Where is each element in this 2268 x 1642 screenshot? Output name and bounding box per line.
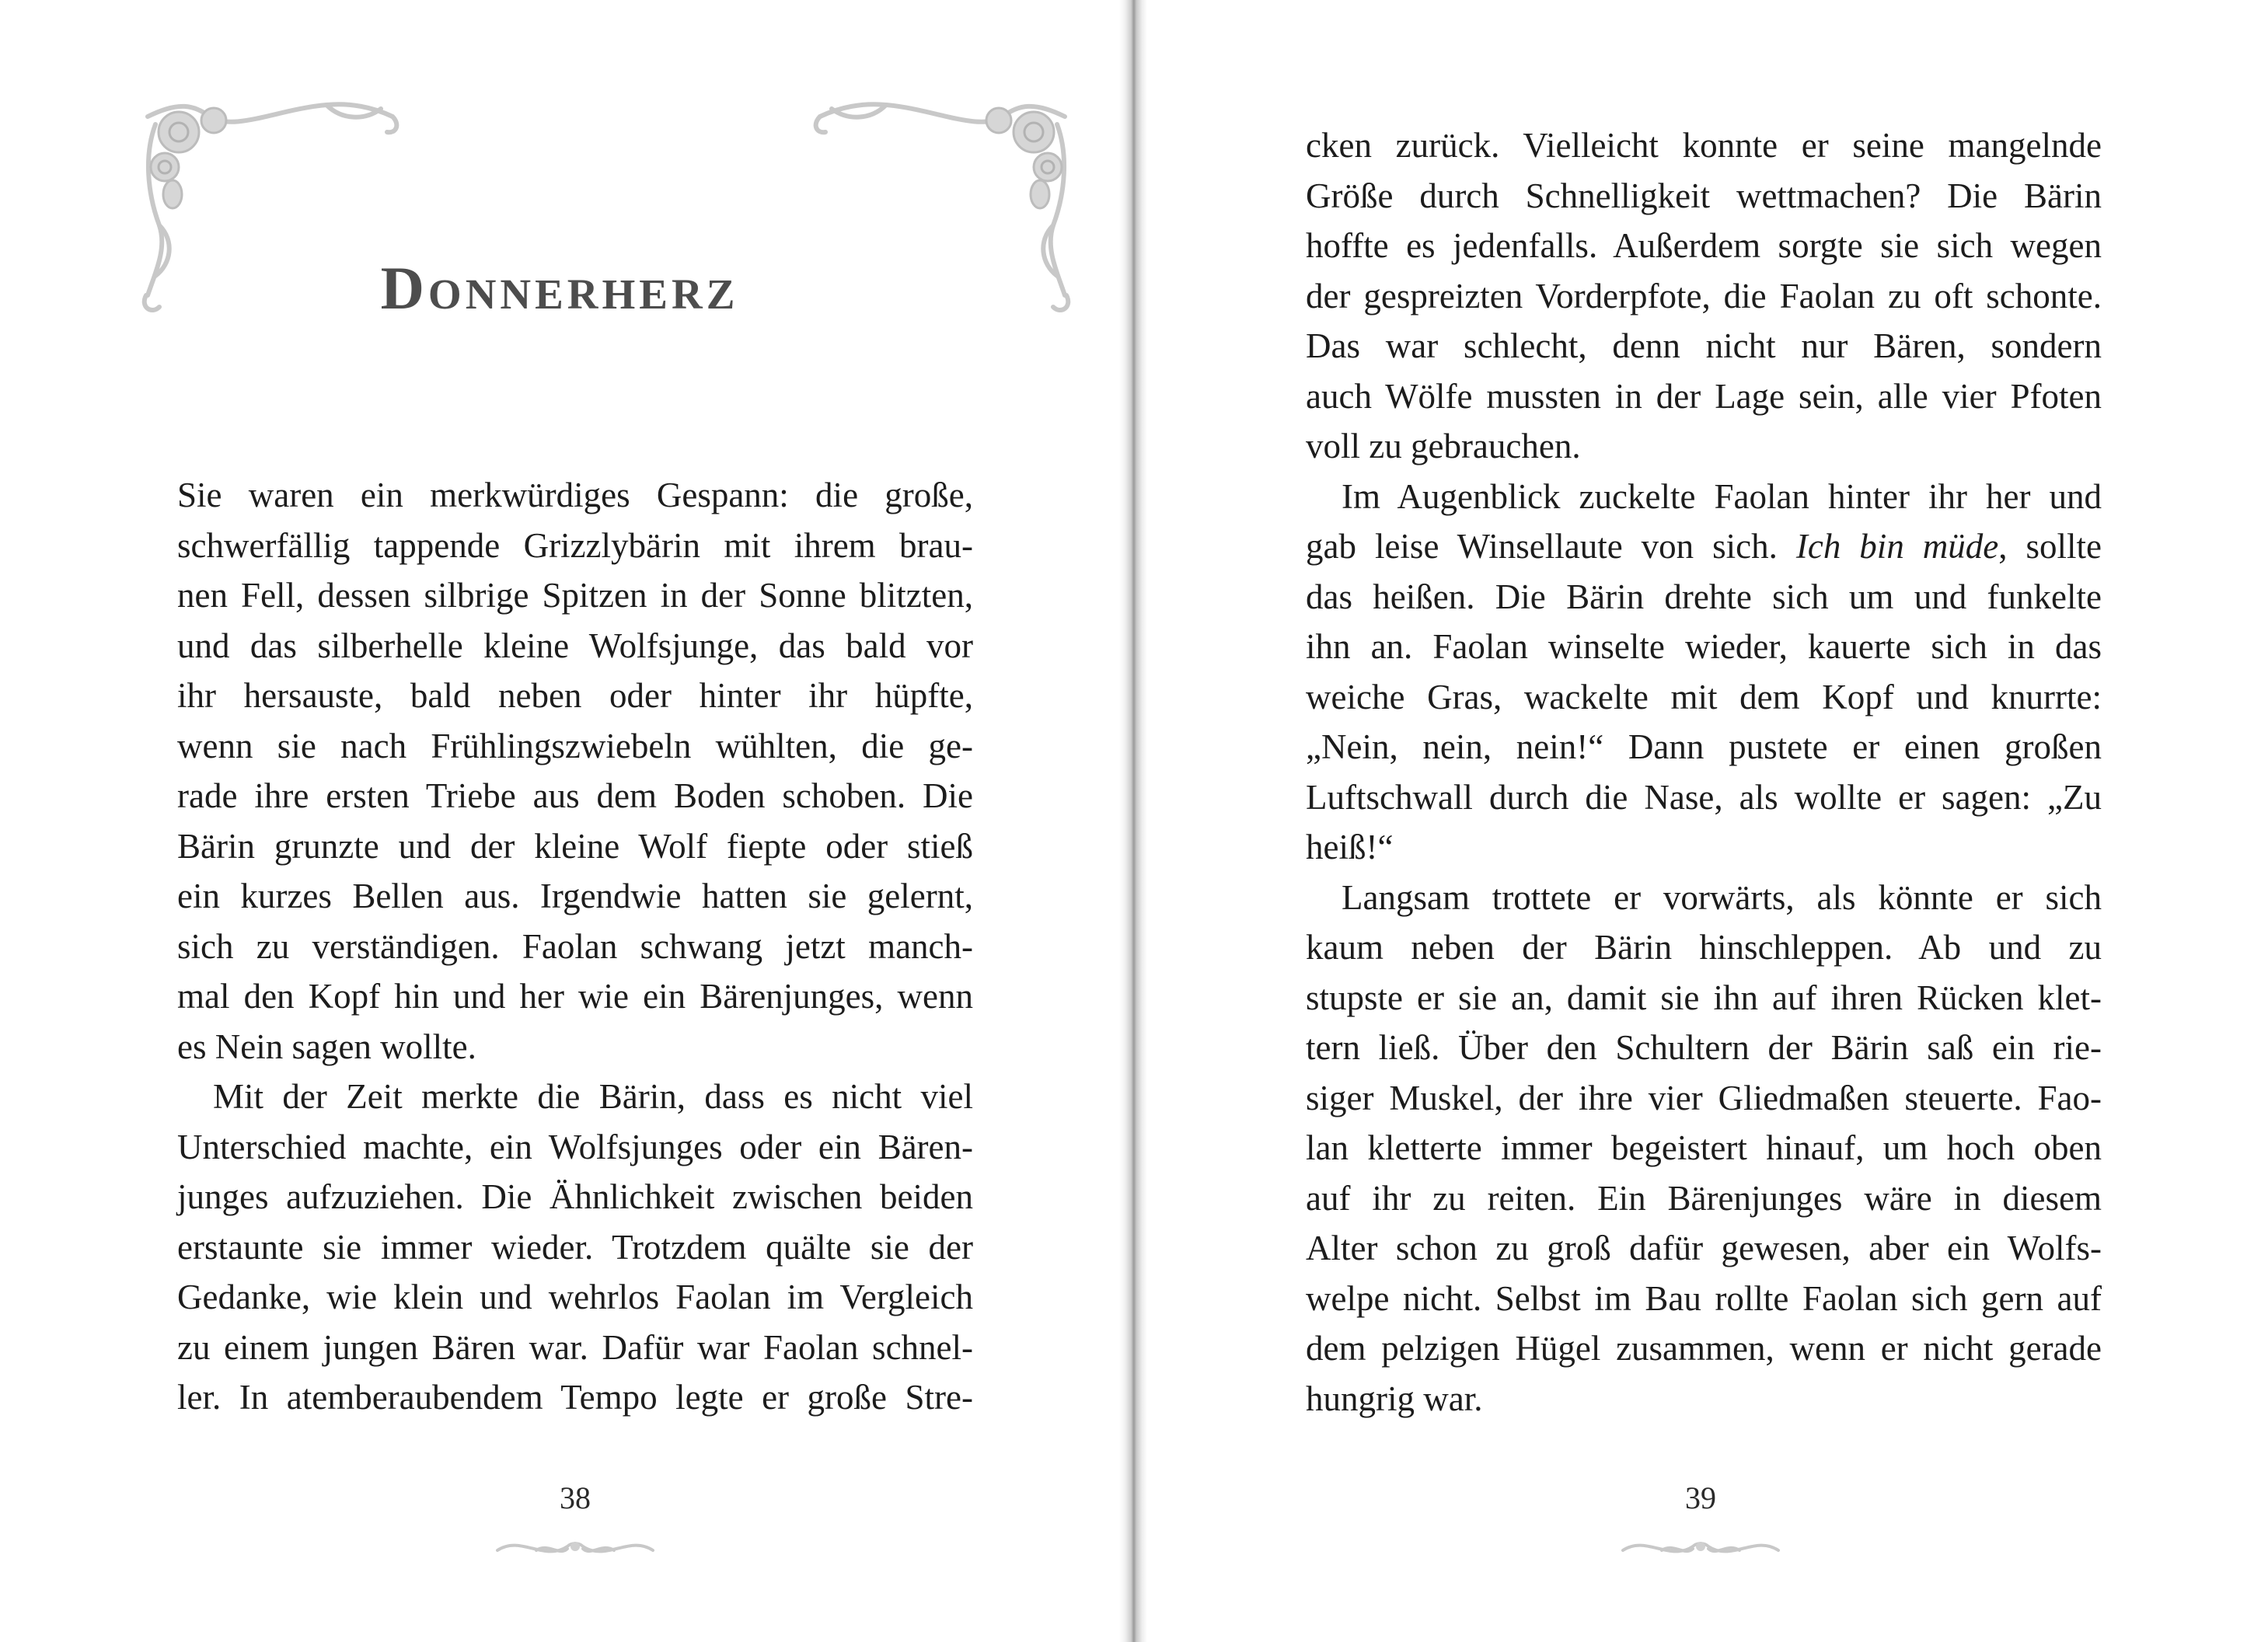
text-line: schwerfällig tappende Grizzlybärin mit ihrem brau- [177,525,973,565]
text-line: ihn an. Faolan winselte wieder, kauerte sich in das [1306,627,2102,666]
text-line: lan kletterte immer begeistert hinauf, um hoch oben [1306,1128,2102,1167]
text-line: es Nein sagen wollte. [177,1027,476,1066]
text-line: siger Muskel, der ihre vier Gliedmaßen steuerte. Fao- [1306,1078,2102,1117]
text-line: Luftschwall durch die Nase, als wollte er sagen: „Zu [1306,777,2102,817]
text-line: weiche Gras, wackelte mit dem Kopf und knurrte: [1306,677,2102,716]
page-number: 39 [1685,1480,1716,1515]
right-page-body-text [1306,120,2102,1424]
book-spine-gutter [1119,0,1147,1642]
text-line: rade ihre ersten Triebe aus dem Boden schoben. Die [177,776,973,815]
italic-text-segment: Ich bin müde [1795,527,1999,566]
text-line: nen Fell, dessen silbrige Spitzen in der Sonne blitzten, [177,576,973,615]
text-line [1306,521,2102,572]
text-line: Mit der Zeit merkte die Bärin, dass es nicht viel [213,1077,973,1116]
text-line: Das war schlecht, denn nicht nur Bären, sondern [1306,326,2102,365]
text-line: mal den Kopf hin und her wie ein Bärenjunges, wenn [177,977,973,1016]
text-line: das heißen. Die Bärin drehte sich um und funkelte [1306,577,2102,616]
text-line: kaum neben der Bärin hinschleppen. Ab und zu [1306,928,2102,967]
text-line: und das silberhelle kleine Wolfsjunge, das bald vor [177,626,973,665]
text-line: tern ließ. Über den Schultern der Bärin saß ein rie- [1306,1028,2102,1067]
text-line: welpe nicht. Selbst im Bau rollte Faolan sich gern auf [1306,1278,2102,1318]
text-line: hungrig war. [1306,1379,1483,1418]
left-page [0,0,1119,1642]
text-line: erstaunte sie immer wieder. Trotzdem quälte sie der [177,1227,973,1267]
text-line: hoffte es jedenfalls. Außerdem sorgte sie sich wegen [1306,226,2102,265]
text-line: Bärin grunzte und der kleine Wolf fiepte oder stieß [177,826,973,866]
text-line: Im Augenblick zuckelte Faolan hinter ihr her und [1342,476,2102,516]
text-segment: , sollte [1998,527,2102,566]
text-line: dem pelzigen Hügel zusammen, wenn er nicht gerade [1306,1329,2102,1368]
text-line: Alter schon zu groß dafür gewesen, aber ein Wolfs- [1306,1229,2102,1267]
floral-footer-ornament-icon [490,1527,661,1566]
text-line: cken zurück. Vielleicht konnte er seine mangelnde [1306,126,2102,165]
text-line: Langsam trottete er vorwärts, als könnte er sich [1342,877,2102,917]
text-line: ein kurzes Bellen aus. Irgendwie hatten sie gelernt, [177,877,973,915]
text-line: zu einem jungen Bären war. Dafür war Faolan schnel- [177,1327,973,1367]
text-line: Gedanke, wie klein und wehrlos Faolan im Vergleich [177,1278,973,1316]
page-number: 38 [560,1480,591,1515]
text-line: der gespreizten Vorderpfote, die Faolan zu oft schonte. [1306,276,2102,316]
text-line: sich zu verständigen. Faolan schwang jetzt manch- [177,926,973,966]
text-line: heiß!“ [1306,828,1394,866]
text-line: auf ihr zu reiten. Ein Bärenjunges wäre in diesem [1306,1178,2102,1218]
text-line: auch Wölfe mussten in der Lage sein, alle vier Pfoten [1306,376,2102,416]
text-line: voll zu gebrauchen. [1306,427,1581,465]
text-line: wenn sie nach Frühlingszwiebeln wühlten, die ge- [177,726,973,765]
text-segment: gab leise Winsellaute von sich. [1306,527,1796,566]
text-line: Sie waren ein merkwürdiges Gespann: die große, [177,476,973,514]
floral-footer-ornament-icon [1615,1527,1786,1566]
text-line: „Nein, nein, nein!“ Dann pustete er einen großen [1306,727,2102,766]
text-line: ihr hersauste, bald neben oder hinter ihr hüpfte, [177,676,973,715]
text-line: Unterschied machte, ein Wolfsjunges oder ein Bären- [177,1127,973,1166]
text-line: junges aufzuziehen. Die Ähnlichkeit zwischen beiden [177,1177,973,1216]
text-line: ler. In atemberaubendem Tempo legte er große Stre- [177,1378,973,1417]
text-line: stupste er sie an, damit sie ihn auf ihren Rücken klet- [1306,978,2102,1017]
left-page-body-text [177,470,973,1423]
chapter-title: Donnerherz [380,254,739,322]
text-line: Größe durch Schnelligkeit wettmachen? Die Bärin [1306,176,2102,215]
